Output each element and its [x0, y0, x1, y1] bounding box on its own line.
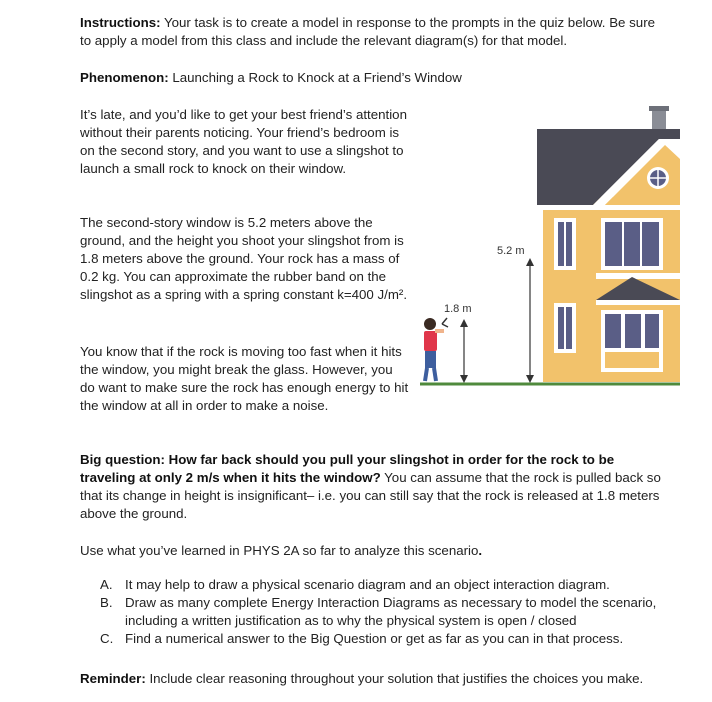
phenomenon-label: Phenomenon:: [80, 70, 169, 85]
reminder-label: Reminder:: [80, 671, 146, 686]
big-question-paragraph: [80, 451, 665, 523]
big-question-bold: Big question: How far back should you pull your slingshot in order for the rock to be traveling at only 2 m/s when it hits the window?: [80, 452, 615, 485]
use-phys-period: .: [478, 543, 483, 558]
phenomenon-line: [80, 69, 665, 87]
window-height-label: 5.2 m: [497, 245, 525, 257]
use-phys-paragraph: [80, 542, 665, 560]
prompt-list: [100, 576, 670, 648]
reminder-paragraph: [80, 670, 665, 688]
instructions-text: Your task is to create a model in response to the prompts in the quiz below. Be sure to apply a model from this class and include the relevant diagram(s) for that model.: [80, 15, 656, 48]
list-marker: C.: [100, 631, 114, 646]
list-item-text: It may help to draw a physical scenario diagram and an object interaction diagram.: [125, 577, 610, 592]
use-phys-text: Use what you’ve learned in PHYS 2A so far to analyze this scenario: [80, 543, 479, 558]
lower-window-left: [554, 303, 576, 353]
person-with-slingshot: [424, 318, 448, 381]
scenario-figure: [415, 105, 680, 390]
list-marker: B.: [100, 595, 113, 610]
person-height-label: 1.8 m: [444, 303, 472, 315]
reminder-text: Include clear reasoning throughout your solution that justifies the choices you make.: [145, 671, 644, 686]
bay-window: [601, 310, 663, 372]
list-item-text: Draw as many complete Energy Interaction Diagrams as necessary to model the scenario, including a written justification as to why the physical system is open / closed: [125, 595, 657, 628]
big-question-text: You can assume that the rock is pulled back so that its change in height is insignificant– i.e. you can still say that the rock is released at 1.8 meters above the ground.: [80, 470, 661, 521]
scenario-paragraph-1: It’s late, and you’d like to get your best friend’s attention without their parents noticing. Your friend’s bedroom is on the second story, and you want to use a slingshot to launch a small rock to knock on their window.: [80, 107, 407, 176]
scenario-paragraph-2: The second-story window is 5.2 meters above the ground, and the height you shoot your slingshot from is 1.8 meters above the ground. Your rock has a mass of 0.2 kg. You can approximate the rubber band on the slingshot as a spring with a spring constant k=400 J/m².: [80, 215, 408, 302]
upper-window-right: [601, 218, 663, 270]
instructions-label: Instructions:: [80, 15, 161, 30]
upper-window-left: [554, 218, 576, 270]
list-item: [100, 594, 670, 630]
list-item-text: Find a numerical answer to the Big Question or get as far as you can in that process.: [125, 631, 624, 646]
instructions-paragraph: [80, 14, 665, 50]
list-marker: A.: [100, 577, 113, 592]
scenario-paragraph-3: You know that if the rock is moving too fast when it hits the window, you might break the glass. However, you do want to make sure the rock has enough energy to hit the window at all in order to make a noise.: [80, 344, 409, 413]
house-illustration: [535, 106, 680, 382]
phenomenon-text: Launching a Rock to Knock at a Friend’s Window: [168, 70, 462, 85]
list-item: [100, 576, 670, 594]
list-item: [100, 630, 670, 648]
